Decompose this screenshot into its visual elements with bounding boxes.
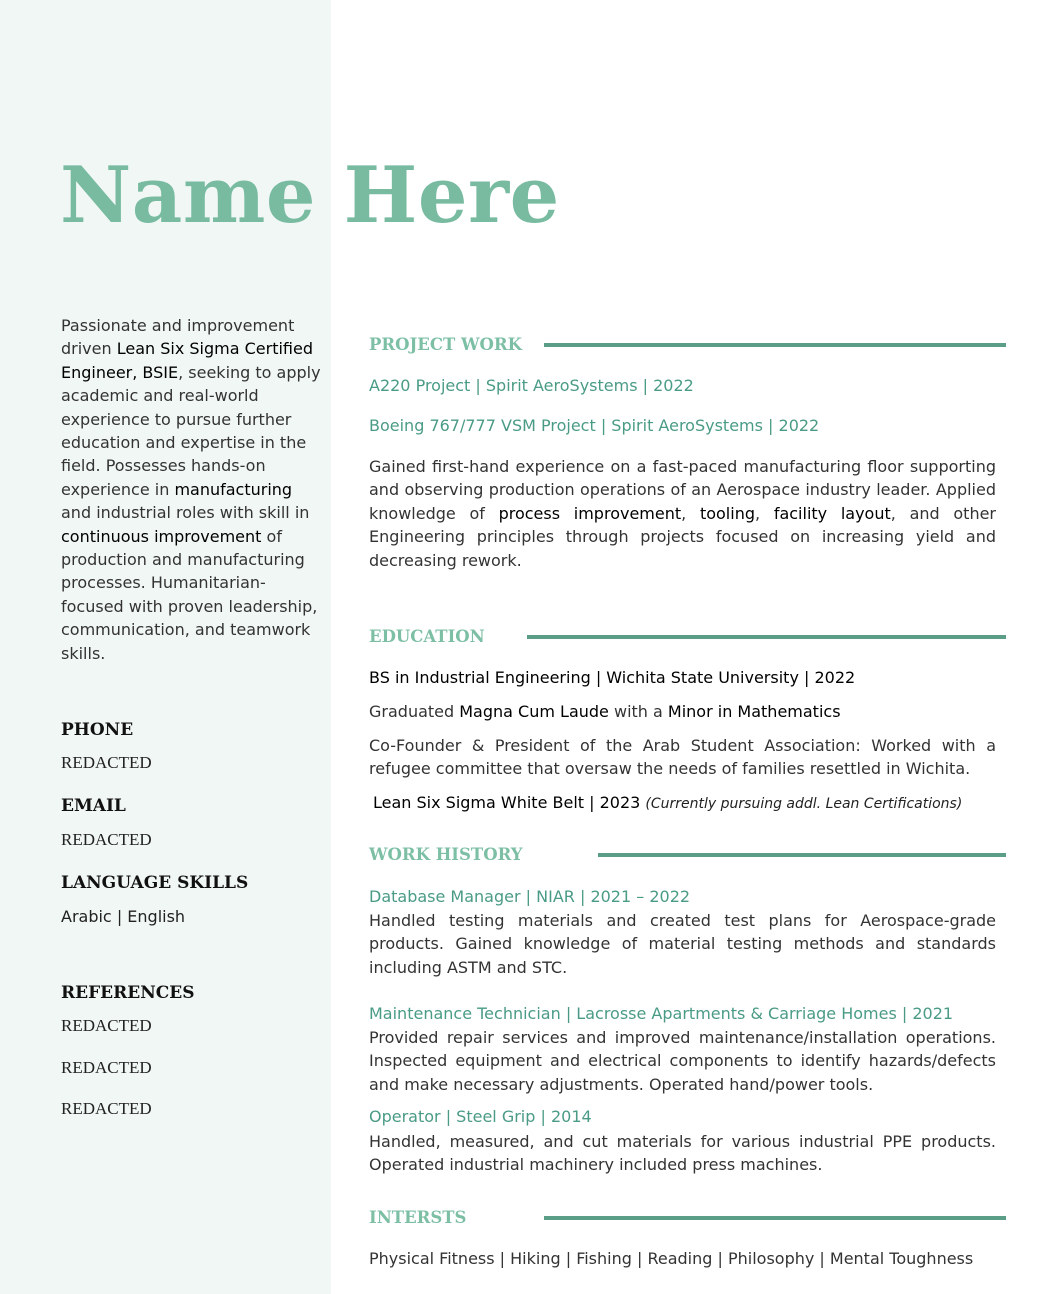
education-rule <box>527 635 1006 639</box>
certification: Lean Six Sigma White Belt | 2023 (Currently pursuing addl. Lean Certifications) <box>373 793 963 812</box>
job-title: Database Manager | NIAR | 2021 – 2022 <box>369 887 691 906</box>
education-heading: EDUCATION <box>369 627 485 646</box>
phone-value: REDACTED <box>61 753 152 772</box>
reference-item: REDACTED <box>61 1058 152 1077</box>
education-activity: Co-Founder & President of the Arab Student Association: Worked with a refugee committee that oversaw the needs of families resettled in Wichita. <box>369 736 996 779</box>
project-title: A220 Project | Spirit AeroSystems | 2022 <box>369 376 694 395</box>
email-value: REDACTED <box>61 830 152 849</box>
job-title: Maintenance Technician | Lacrosse Apartments & Carriage Homes | 2021 <box>369 1004 954 1023</box>
phone-heading: PHONE <box>61 720 134 740</box>
reference-item: REDACTED <box>61 1016 152 1035</box>
honors: Graduated Magna Cum Laude with a Minor in Mathematics <box>369 702 841 721</box>
job-description: Handled, measured, and cut materials for various industrial PPE products. Operated industrial machinery included press machines. <box>369 1132 996 1175</box>
project-work-rule <box>544 343 1006 347</box>
references-heading: REFERENCES <box>61 983 195 1003</box>
job-description: Handled testing materials and created test plans for Aerospace-grade products. Gained knowledge of material testing methods and standards including ASTM and STC. <box>369 911 996 977</box>
job-title: Operator | Steel Grip | 2014 <box>369 1107 592 1126</box>
work-history-rule <box>598 853 1006 857</box>
language-heading: LANGUAGE SKILLS <box>61 873 249 893</box>
interests-rule <box>544 1216 1006 1220</box>
project-title: Boeing 767/777 VSM Project | Spirit AeroSystems | 2022 <box>369 416 820 435</box>
reference-item: REDACTED <box>61 1099 152 1118</box>
project-description: Gained first-hand experience on a fast-paced manufacturing floor supporting and observing production operations of an Aerospace industry leader. Applied knowledge of process improvement, tooling, facility layout, and other Engineering principles through projects focused on increasing yield and decreasing rework. <box>369 457 997 570</box>
project-work-heading: PROJECT WORK <box>369 335 522 354</box>
email-heading: EMAIL <box>61 796 126 816</box>
work-history-heading: WORK HISTORY <box>369 845 523 864</box>
interests-heading: INTERSTS <box>369 1208 467 1227</box>
job-description: Provided repair services and improved maintenance/installation operations. Inspected equipment and electrical components to identify hazards/defects and make necessary adjustments. Operated hand/power tools. <box>369 1028 996 1094</box>
summary: Passionate and improvement driven Lean Six Sigma Certified Engineer, BSIE, seeking to apply academic and real-world experience to pursue further education and expertise in the field. Possesses hands-on experience in manufacturing and industrial roles with skill in continuous improvement of production and manufacturing processes. Humanitarian-focused with proven leadership, communication, and teamwork skills. <box>61 316 321 663</box>
language-value: Arabic | English <box>61 907 186 926</box>
degree: BS in Industrial Engineering | Wichita State University | 2022 <box>369 668 856 687</box>
page-title: Name Here <box>60 150 560 241</box>
interests-list: Physical Fitness | Hiking | Fishing | Reading | Philosophy | Mental Toughness <box>369 1249 974 1268</box>
